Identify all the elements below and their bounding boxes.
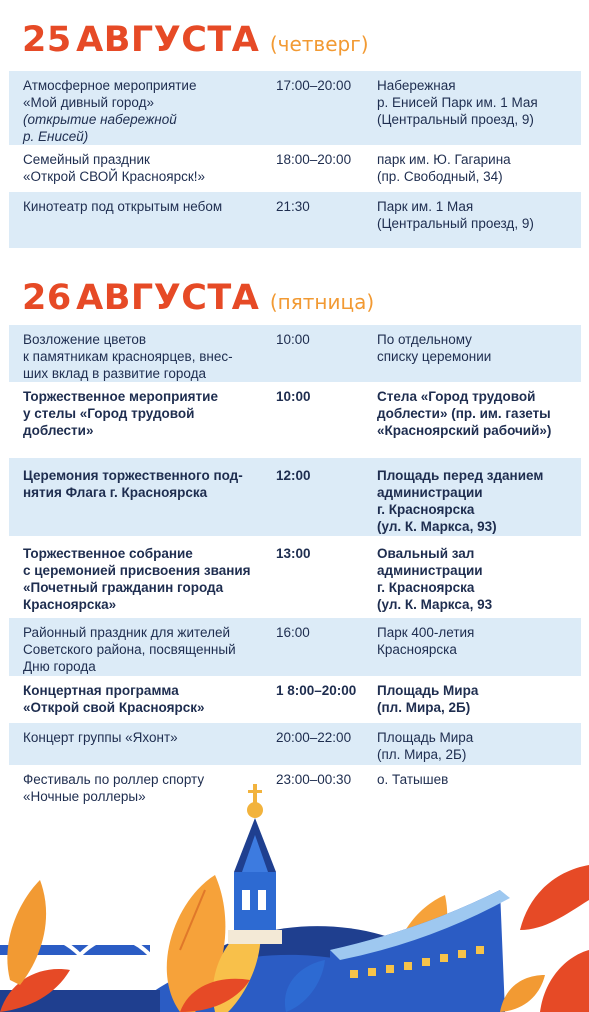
event-line: к памятникам красноярцев, внес-	[23, 349, 233, 364]
leaf-shape	[540, 950, 589, 1012]
event-cell	[23, 545, 273, 613]
event-line: «Открой СВОЙ Красноярск!»	[23, 169, 205, 184]
time-cell: 18:00–20:00	[276, 152, 352, 167]
event-cell	[23, 682, 273, 716]
place-line: Парк им. 1 Мая	[377, 199, 474, 214]
event-line: у стелы «Город трудовой	[23, 406, 195, 421]
time-cell: 12:00	[276, 468, 311, 483]
place-cell	[377, 388, 582, 439]
event-line: Дню города	[23, 659, 96, 674]
chapel-window	[242, 890, 250, 910]
place-cell	[377, 545, 582, 613]
schedule-row	[9, 676, 581, 723]
day-month: АВГУСТА	[76, 278, 260, 318]
place-line: администрации	[377, 563, 483, 578]
place-line: Стела «Город трудовой	[377, 389, 536, 404]
event-line: Торжественное собрание	[23, 546, 193, 561]
event-cell	[23, 198, 273, 215]
place-line: (Центральный проезд, 9)	[377, 112, 534, 127]
event-line: Красноярска»	[23, 597, 117, 612]
schedule-row	[9, 192, 581, 248]
place-cell	[377, 467, 582, 535]
day-header-26	[22, 278, 374, 318]
day-number: 26	[22, 278, 72, 318]
event-line: Советского района, посвященный	[23, 642, 236, 657]
place-line: Парк 400-летия	[377, 625, 475, 640]
time-cell: 10:00	[276, 389, 311, 404]
place-line: Набережная	[377, 78, 456, 93]
event-line: Фестиваль по роллер спорту	[23, 772, 205, 787]
time-cell: 17:00–20:00	[276, 78, 352, 93]
place-line: Площадь перед зданием	[377, 468, 544, 483]
place-cell	[377, 198, 582, 232]
time-cell: 1 8:00–20:00	[276, 683, 357, 698]
event-cell	[23, 77, 273, 145]
place-line: о. Татышев	[377, 772, 449, 787]
day-weekday: (четверг)	[269, 32, 369, 56]
time-cell: 21:30	[276, 199, 310, 214]
leaf-shape	[500, 975, 545, 1012]
time-cell: 23:00–00:30	[276, 772, 352, 787]
time-cell: 13:00	[276, 546, 311, 561]
chapel-cross-bar	[248, 790, 262, 793]
schedule-row	[9, 458, 581, 536]
place-line: Красноярска	[377, 642, 457, 657]
event-cell	[23, 729, 273, 746]
leaf-shape	[520, 865, 589, 930]
place-cell	[377, 682, 582, 716]
place-line: администрации	[377, 485, 483, 500]
event-line: с церемонией присвоения звания	[23, 563, 251, 578]
day-number: 25	[22, 20, 72, 60]
place-line: Площадь Мира	[377, 730, 474, 745]
place-line: р. Енисей Парк им. 1 Мая	[377, 95, 538, 110]
schedule-row	[9, 71, 581, 145]
place-line: г. Красноярска	[377, 502, 475, 517]
place-line: (ул. К. Маркса, 93	[377, 597, 493, 612]
place-cell	[377, 729, 582, 763]
event-line: «Открой свой Красноярск»	[23, 700, 205, 715]
place-line: «Красноярский рабочий»)	[377, 423, 552, 438]
event-line: «Мой дивный город»	[23, 95, 154, 110]
place-line: По отдельному	[377, 332, 472, 347]
place-line: доблести» (пр. им. газеты	[377, 406, 551, 421]
place-cell	[377, 77, 582, 128]
place-line: (Центральный проезд, 9)	[377, 216, 534, 231]
event-line: Торжественное мероприятие	[23, 389, 218, 404]
event-line: Возложение цветов	[23, 332, 147, 347]
event-line: Концертная программа	[23, 683, 179, 698]
chapel-cross	[253, 784, 257, 804]
place-line: (пл. Мира, 2Б)	[377, 700, 471, 715]
place-line: (ул. К. Маркса, 93)	[377, 519, 497, 534]
day-header-25	[22, 20, 369, 60]
place-cell	[377, 624, 582, 658]
event-line: нятия Флага г. Красноярска	[23, 485, 208, 500]
day-month: АВГУСТА	[76, 20, 260, 60]
event-cell	[23, 467, 273, 501]
time-cell: 20:00–22:00	[276, 730, 352, 745]
event-line: Церемония торжественного под-	[23, 468, 243, 483]
event-cell	[23, 331, 273, 382]
schedule-row	[9, 145, 581, 192]
schedule-row	[9, 536, 581, 618]
place-line: списку церемонии	[377, 349, 492, 364]
event-note-line: (открытие набережной	[23, 112, 177, 127]
schedule-row	[9, 618, 581, 676]
city-illustration	[0, 780, 589, 1012]
place-line: (пр. Свободный, 34)	[377, 169, 503, 184]
schedule-row	[9, 723, 581, 765]
place-line: г. Красноярска	[377, 580, 475, 595]
event-line: ших вклад в развитие города	[23, 366, 207, 381]
event-cell	[23, 388, 273, 439]
day-weekday: (пятница)	[269, 290, 375, 314]
event-line: Кинотеатр под открытым небом	[23, 199, 223, 214]
time-cell: 10:00	[276, 332, 310, 347]
event-line: «Ночные роллеры»	[23, 789, 146, 804]
place-line: Овальный зал	[377, 546, 475, 561]
place-line: Площадь Мира	[377, 683, 479, 698]
event-line: Семейный праздник	[23, 152, 150, 167]
chapel-window	[258, 890, 266, 910]
event-note-line: р. Енисей)	[23, 129, 89, 144]
place-line: парк им. Ю. Гагарина	[377, 152, 511, 167]
event-line: Концерт группы «Яхонт»	[23, 730, 178, 745]
event-line: Атмосферное мероприятие	[23, 78, 197, 93]
place-cell	[377, 151, 582, 185]
event-line: Районный праздник для жителей	[23, 625, 231, 640]
chapel-base	[228, 930, 282, 944]
place-cell	[377, 331, 582, 365]
event-cell	[23, 151, 273, 185]
time-cell: 16:00	[276, 625, 310, 640]
event-line: «Почетный гражданин города	[23, 580, 224, 595]
schedule-row	[9, 382, 581, 458]
place-line: (пл. Мира, 2Б)	[377, 747, 467, 762]
event-cell	[23, 624, 273, 675]
schedule-row	[9, 325, 581, 382]
chapel-dome	[247, 802, 263, 818]
event-line: доблести»	[23, 423, 94, 438]
